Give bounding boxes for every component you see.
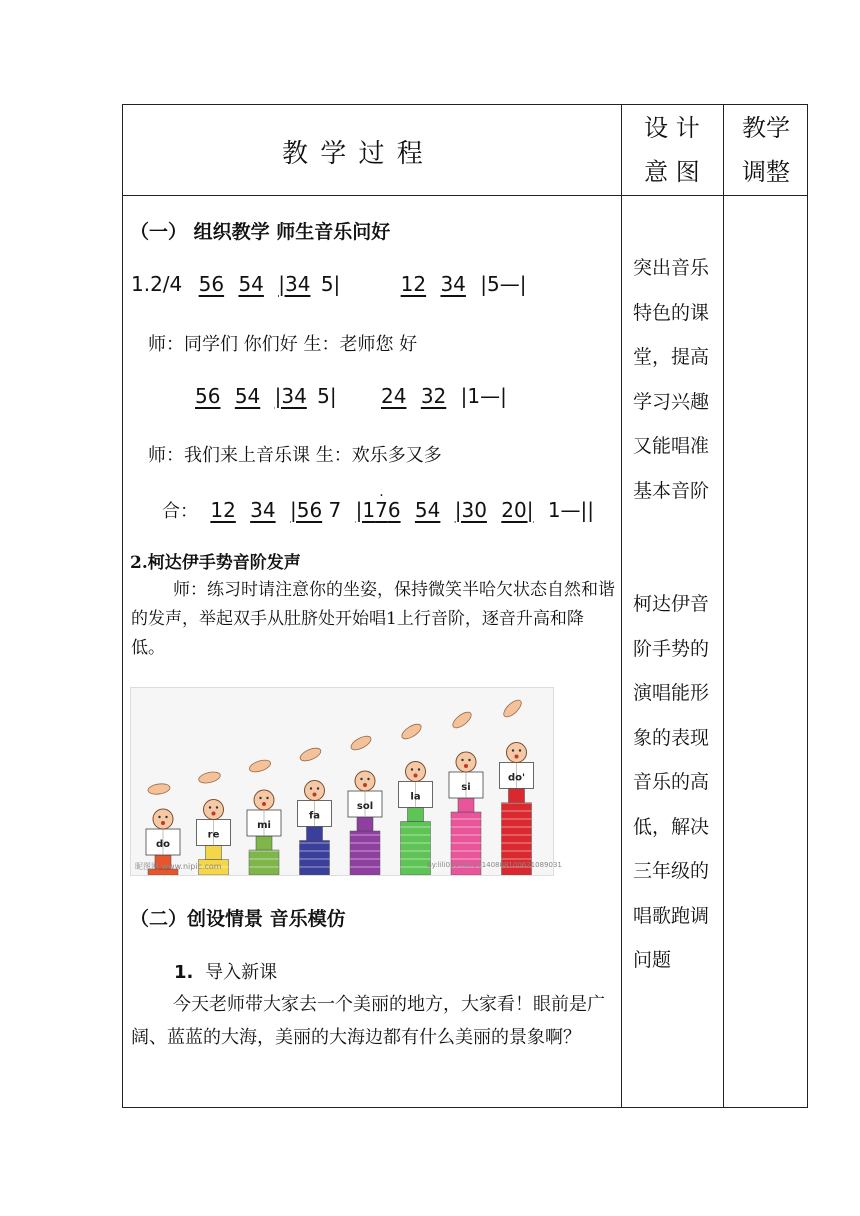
child-mouth — [212, 812, 216, 816]
note-group: 24 — [381, 384, 407, 408]
header-adjust-line1: 教学 — [742, 114, 790, 142]
note-group: 5| — [320, 272, 341, 296]
child-mouth — [363, 783, 367, 787]
section-title-kodaly: 2.柯达伊手势音阶发声 — [130, 553, 301, 573]
column-divider — [621, 105, 622, 1107]
child-head — [153, 809, 173, 829]
note-group: 1—|| — [547, 498, 595, 522]
note-group: |1—| — [460, 384, 507, 408]
child-mouth — [515, 755, 519, 759]
solfege-label: la — [410, 791, 421, 803]
time-signature: 1.2/4 — [131, 272, 183, 296]
note: 7 . — [375, 498, 388, 522]
solfege-label: fa — [308, 810, 321, 822]
pedestal — [350, 831, 380, 875]
child-legs — [307, 827, 323, 841]
header-design-line1: 设 计 — [644, 114, 700, 142]
column-divider — [723, 105, 724, 1107]
child-eye — [310, 787, 312, 789]
child-eye — [468, 759, 470, 761]
solfege-label: do — [155, 839, 171, 850]
note-group: 20| — [501, 498, 534, 522]
child-eye — [411, 768, 413, 770]
child-eye — [209, 806, 211, 808]
chorus-label: 合： — [162, 501, 198, 522]
solfege-label: sol — [356, 801, 374, 812]
note-group: 5| — [317, 384, 337, 408]
header-divider — [123, 195, 807, 196]
kodaly-instructions: 师：练习时请注意你的坐姿，保持微笑半哈欠状态自然和谐的发声，举起双手从肚脐处开始唱1上行音阶，逐音升高和降低。 — [131, 580, 615, 658]
note-group: |34 — [274, 384, 307, 408]
dialog-line-2: 师：我们来上音乐课 生：欢乐多又多 — [148, 445, 442, 466]
child-legs — [408, 808, 424, 822]
child-head — [355, 771, 375, 791]
note-group: |5—| — [480, 272, 527, 296]
header-adjustment — [725, 106, 807, 194]
child-legs — [206, 846, 222, 860]
hand-sign-icon — [248, 758, 272, 774]
child-legs — [256, 836, 272, 850]
new-lesson-paragraph: 今天老师带大家去一个美丽的地方，大家看！眼前是广阔、蓝蓝的大海，美丽的大海边都有什么美丽的景象啊？ — [131, 994, 605, 1048]
subheading-label: 导入新课 — [205, 962, 278, 983]
kodaly-illustration — [131, 688, 553, 875]
child-mouth — [464, 764, 468, 768]
notation-line-1 — [131, 272, 526, 296]
child-eye — [158, 816, 160, 818]
child-eye — [418, 768, 420, 770]
note-group: |56 — [289, 498, 323, 522]
watermark-right: By:lili028 No.20140808100621089031 — [427, 861, 562, 869]
solfege-label: do' — [507, 772, 526, 784]
section-title-scenario: （二）创设情景 音乐模仿 — [130, 908, 346, 930]
child-head — [406, 762, 426, 782]
subheading-new-lesson — [174, 958, 277, 984]
design-intent-1: 突出音乐特色的课堂，提高学习兴趣又能唱准基本音阶 — [633, 257, 710, 502]
hand-sign-icon — [450, 709, 473, 730]
note-group: 54 — [234, 384, 261, 408]
child-mouth — [414, 774, 418, 778]
child-eye — [360, 778, 362, 780]
pedestal — [249, 850, 279, 875]
note-group: 12 — [210, 498, 236, 522]
child-mouth — [313, 793, 317, 797]
child-head — [456, 752, 476, 772]
dialog-line-1: 师：同学们 你们好 生：老师您 好 — [148, 334, 418, 355]
hand-sign-icon — [147, 783, 170, 796]
child-head — [305, 781, 325, 801]
note-group: 7 — [328, 498, 342, 522]
notation-line-2 — [195, 384, 507, 408]
hand-sign-icon — [198, 770, 222, 785]
design-intent-2: 柯达伊音阶手势的演唱能形象的表现音乐的高低，解决三年级的唱歌跑调问题 — [633, 593, 710, 971]
child-legs — [357, 817, 373, 831]
child-eye — [512, 749, 514, 751]
kodaly-hand-signs-figure — [130, 687, 562, 876]
child-eye — [259, 797, 261, 799]
header-adjust-line2: 调整 — [742, 158, 790, 186]
hand-sign-icon — [400, 721, 424, 741]
child-eye — [461, 759, 463, 761]
notation-line-3 — [162, 497, 594, 523]
note: |1 — [355, 498, 376, 522]
note: 6 — [387, 498, 401, 522]
note-group: 34 — [250, 498, 276, 522]
child-mouth — [161, 821, 165, 825]
child-mouth — [262, 802, 266, 806]
section-title-organize: （一） 组织教学 师生音乐问好 — [130, 221, 391, 243]
hand-sign-icon — [298, 746, 322, 764]
watermark-left: 昵图网 www.nipic.com — [135, 862, 222, 871]
child-head — [204, 800, 224, 820]
child-eye — [216, 806, 218, 808]
note-group: 32 — [420, 384, 447, 408]
header-design-line2: 意 图 — [644, 158, 700, 186]
child-eye — [367, 778, 369, 780]
note-group: 54 — [238, 272, 264, 296]
child-legs — [509, 789, 525, 803]
note-group: 34 — [440, 272, 466, 296]
note-group: 56 — [198, 272, 225, 296]
hand-sign-icon — [349, 733, 373, 752]
note-group: 12 — [400, 272, 427, 296]
child-eye — [266, 797, 268, 799]
solfege-label: mi — [257, 820, 271, 831]
child-eye — [519, 749, 521, 751]
note-group — [356, 498, 401, 522]
note-group: 54 — [414, 498, 441, 522]
note-group: |34 — [278, 272, 311, 296]
pedestal — [300, 841, 330, 876]
header-teaching-process: 教 学 过 程 — [282, 139, 425, 169]
child-eye — [317, 787, 319, 789]
solfege-label: si — [461, 782, 471, 793]
child-head — [507, 743, 527, 763]
child-head — [254, 790, 274, 810]
note-group: 56 — [195, 384, 221, 408]
solfege-label: re — [207, 829, 220, 841]
child-legs — [458, 798, 474, 812]
subheading-number: 1. — [174, 962, 194, 983]
hand-sign-icon — [501, 697, 524, 719]
child-eye — [165, 816, 167, 818]
note-group: |30 — [454, 498, 487, 522]
header-design-intent — [624, 106, 720, 194]
